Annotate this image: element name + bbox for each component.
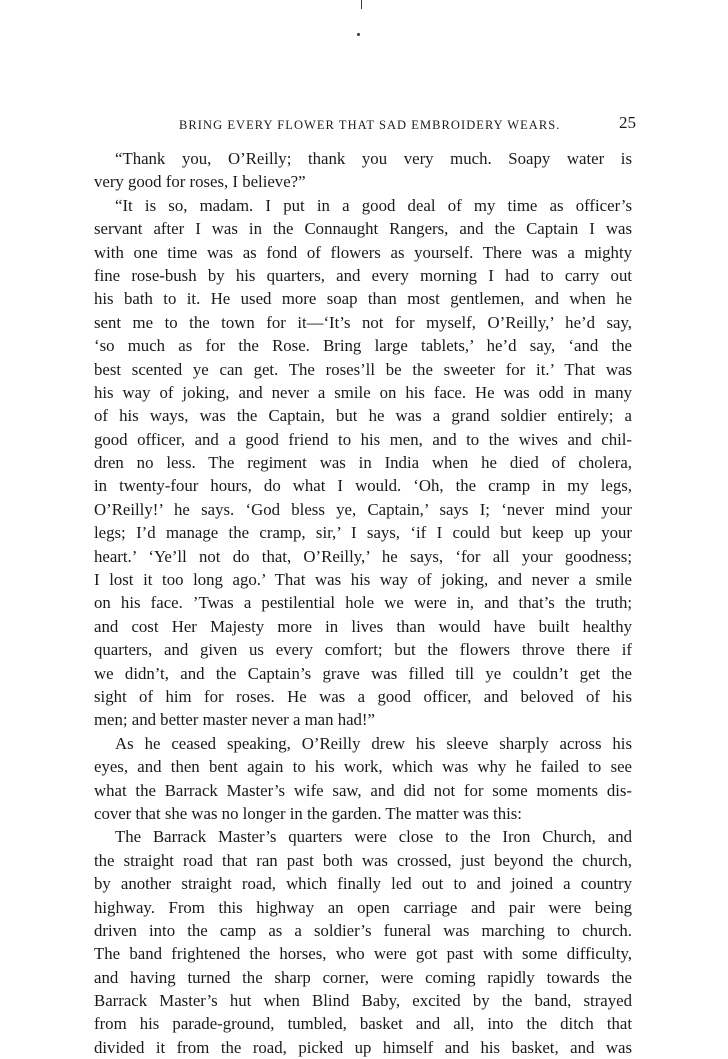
- text-line: As he ceased speaking, O’Reilly drew his sleeve sharply across his: [115, 733, 632, 753]
- page-header: [94, 113, 636, 138]
- text-line: the straight road that ran past both was crossed, just beyond the church,: [94, 850, 632, 870]
- printing-mark: [361, 0, 362, 9]
- text-line: “Thank you, O’Reilly; thank you very much. Soapy water is: [115, 149, 632, 168]
- text-line: quarters, and given us every comfort; but the flowers throve there if: [94, 640, 632, 660]
- text-line: ‘so much as for the Rose. Bring large tablets,’ he’d say, ‘and the: [94, 336, 632, 356]
- text-line: his way of joking, and never a smile on his face. He was odd in many: [94, 382, 632, 402]
- text-line: divided it from the road, picked up himself and his basket, and was: [94, 1037, 632, 1057]
- text-line: what the Barrack Master’s wife saw, and did not for some moments dis-: [94, 780, 632, 800]
- text-line: “It is so, madam. I put in a good deal of my time as officer’s: [115, 195, 632, 215]
- text-line: from his parade-ground, tumbled, basket and all, into the ditch that: [94, 1014, 632, 1034]
- text-line: legs; I’d manage the cramp, sir,’ I says, ‘if I could but keep up your: [94, 523, 632, 543]
- text-line: good officer, and a good friend to his men, and to the wives and chil-: [94, 429, 632, 449]
- text-line: men; and better master never a man had!”: [94, 710, 375, 730]
- running-title: BRING EVERY FLOWER THAT SAD EMBROIDERY WEARS.: [179, 118, 561, 132]
- text-line: I lost it too long ago.’ That was his way of joking, and never a smile: [94, 570, 632, 590]
- text-line: on his face. ’Twas a pestilential hole we were in, and that’s the truth;: [94, 593, 632, 613]
- text-line: Barrack Master’s hut when Blind Baby, excited by the band, strayed: [94, 991, 632, 1011]
- text-line: The band frightened the horses, who were got past with some difficulty,: [94, 944, 632, 964]
- text-line: heart.’ ‘Ye’ll not do that, O’Reilly,’ he says, ‘for all your goodness;: [94, 546, 632, 566]
- text-line: servant after I was in the Connaught Rangers, and the Captain I was: [94, 219, 632, 239]
- text-line: dren no less. The regiment was in India when he died of cholera,: [94, 453, 632, 473]
- text-line: O’Reilly!’ he says. ‘God bless ye, Captain,’ says I; ‘never mind your: [94, 499, 632, 519]
- text-line: sent me to the town for it—‘It’s not for myself, O’Reilly,’ he’d say,: [94, 312, 632, 332]
- text-line: in twenty-four hours, do what I would. ‘Oh, the cramp in my legs,: [94, 476, 632, 496]
- text-line: fine rose-bush by his quarters, and every morning I had to carry out: [94, 265, 632, 285]
- text-line: we didn’t, and the Captain’s grave was filled till ye couldn’t get the: [94, 663, 632, 683]
- text-line: sight of him for roses. He was a good officer, and beloved of his: [94, 686, 632, 706]
- text-line: and cost Her Majesty more in lives than would have built healthy: [94, 616, 632, 636]
- text-line: with one time was as fond of flowers as yourself. There was a mighty: [94, 242, 632, 262]
- text-line: by another straight road, which finally led out to and joined a country: [94, 874, 632, 894]
- text-line: cover that she was no longer in the garden. The matter was this:: [94, 803, 522, 823]
- text-line: his bath to it. He used more soap than most gentlemen, and when he: [94, 289, 632, 309]
- page-number: 25: [619, 113, 636, 132]
- text-line: highway. From this highway an open carriage and pair were being: [94, 897, 632, 917]
- text-line: driven into the camp as a soldier’s funeral was marching to church.: [94, 920, 632, 940]
- text-line: and having turned the sharp corner, were coming rapidly towards the: [94, 967, 632, 987]
- body-text: [94, 147, 632, 1059]
- text-line: best scented ye can get. The roses’ll be the sweeter for it.’ That was: [94, 359, 632, 379]
- text-line: The Barrack Master’s quarters were close to the Iron Church, and: [115, 827, 632, 847]
- text-line: of his ways, was the Captain, but he was a grand soldier entirely; a: [94, 406, 632, 426]
- printing-speck: [357, 33, 360, 36]
- text-line: eyes, and then bent again to his work, which was why he failed to see: [94, 757, 632, 777]
- text-line: very good for roses, I believe?”: [94, 172, 306, 192]
